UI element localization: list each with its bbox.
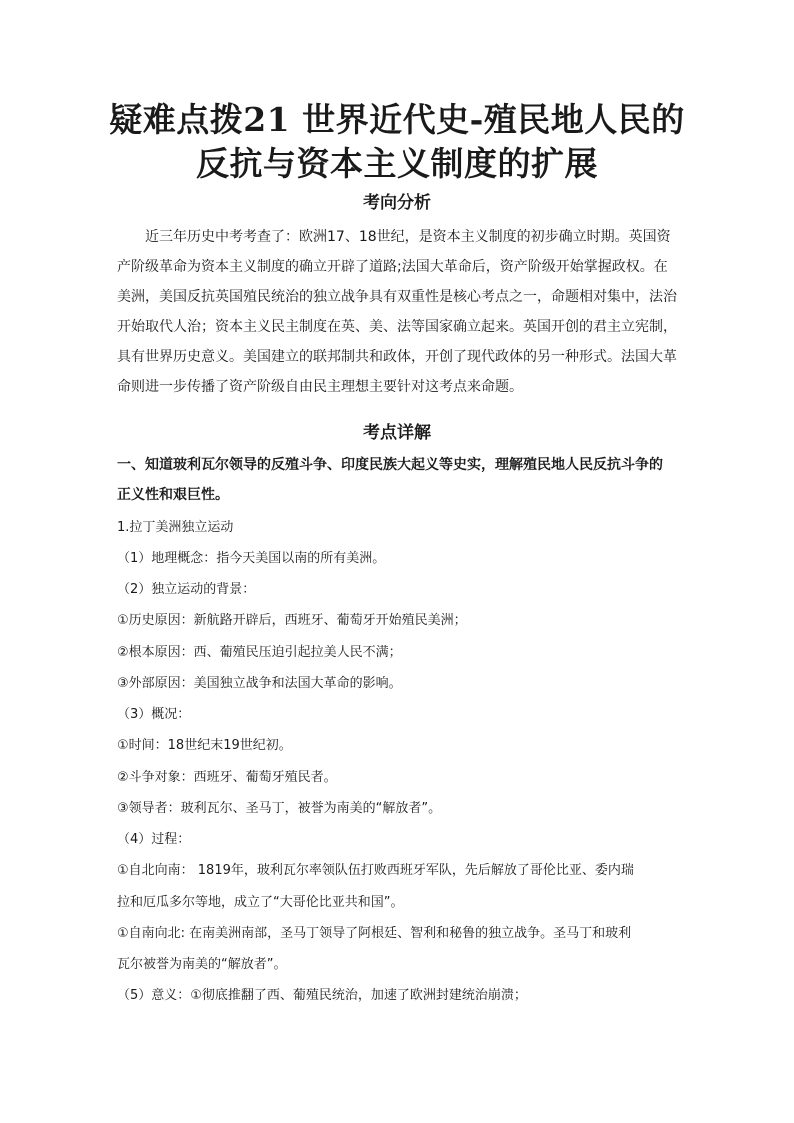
detail-heading: 考点详解 bbox=[363, 423, 431, 443]
list-item: ①自北向南： 1819年，玻利瓦尔率领队伍打败西班牙军队，先后解放了哥伦比亚、委内瑞 bbox=[117, 863, 634, 878]
analysis-heading: 考向分析 bbox=[363, 193, 431, 213]
section-heading-line: 正义性和艰巨性。 bbox=[117, 487, 229, 503]
list-item: （4）过程： bbox=[117, 832, 191, 847]
title-line-2: 反抗与资本主义制度的扩展 bbox=[196, 144, 598, 183]
list-item: 拉和厄瓜多尔等地，成立了“大哥伦比亚共和国”。 bbox=[117, 895, 404, 910]
list-item: ③外部原因：美国独立战争和法国大革命的影响。 bbox=[117, 676, 402, 691]
list-item: （2）独立运动的背景： bbox=[117, 582, 256, 597]
list-item: （3）概况： bbox=[117, 707, 191, 722]
list-item: 1.拉丁美洲独立运动 bbox=[117, 520, 234, 535]
analysis-line: 命则进一步传播了资产阶级自由民主理想主要针对这考点来命题。 bbox=[117, 379, 523, 395]
list-item: ②斗争对象：西班牙、葡萄牙殖民者。 bbox=[117, 770, 337, 785]
analysis-line: 产阶级革命为资本主义制度的确立开辟了道路;法国大革命后，资产阶级开始掌握政权。在 bbox=[117, 259, 668, 275]
document-title bbox=[80, 98, 714, 186]
list-item: ③领导者：玻利瓦尔、圣马丁，被誉为南美的“解放者”。 bbox=[117, 801, 442, 816]
list-item: ①历史原因：新航路开辟后，西班牙、葡萄牙开始殖民美洲； bbox=[117, 613, 467, 628]
analysis-paragraph bbox=[117, 222, 677, 402]
list-item: ①自南向北: 在南美洲南部，圣马丁领导了阿根廷、智利和秘鲁的独立战争。圣马丁和玻利 bbox=[117, 926, 632, 941]
list-item: （5）意义：①彻底推翻了西、葡殖民统治，加速了欧洲封建统治崩溃； bbox=[117, 988, 527, 1003]
analysis-line: 美洲，美国反抗英国殖民统治的独立战争具有双重性是核心考点之一，命题相对集中，法治 bbox=[117, 289, 677, 305]
section-heading-line: 一、知道玻利瓦尔领导的反殖斗争、印度民族大起义等史实，理解殖民地人民反抗斗争的 bbox=[117, 457, 663, 473]
list-item: 瓦尔被誉为南美的“解放者”。 bbox=[117, 957, 287, 972]
list-item: ②根本原因：西、葡殖民压迫引起拉美人民不满； bbox=[117, 645, 402, 660]
section-heading-1 bbox=[117, 450, 677, 510]
analysis-line: 近三年历史中考考查了：欧洲17、18世纪，是资本主义制度的初步确立时期。英国资 bbox=[145, 229, 671, 245]
list-item: （1）地理概念：指今天美国以南的所有美洲。 bbox=[117, 551, 386, 566]
analysis-line: 具有世界历史意义。美国建立的联邦制共和政体，开创了现代政体的另一种形式。法国大革 bbox=[117, 349, 677, 365]
title-line-1: 疑难点拨21 世界近代史-殖民地人民的 bbox=[109, 100, 685, 139]
list-item: ①时间：18世纪末19世纪初。 bbox=[117, 738, 292, 753]
analysis-line: 开始取代人治；资本主义民主制度在英、美、法等国家确立起来。英国开创的君主立宪制， bbox=[117, 319, 677, 335]
